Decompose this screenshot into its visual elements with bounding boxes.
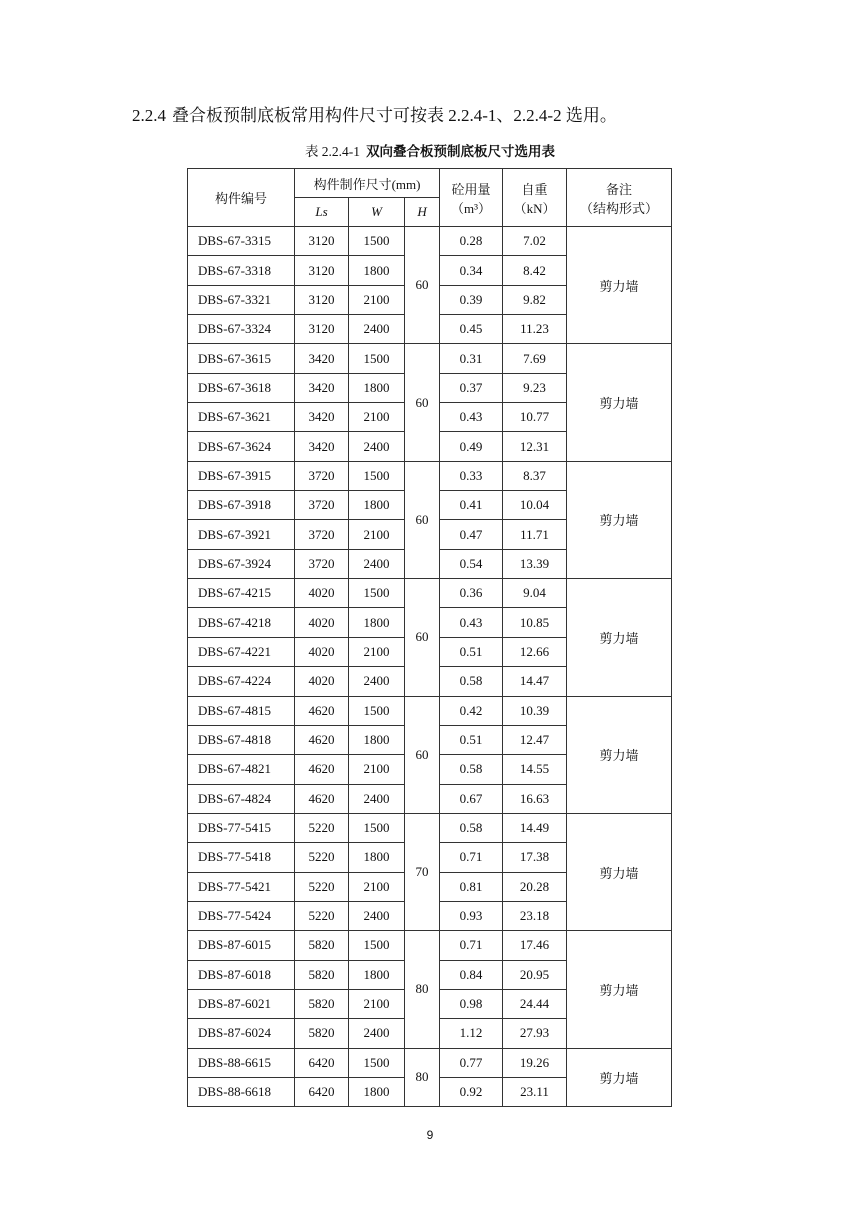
cell-weight: 14.47 bbox=[503, 667, 567, 696]
table-row bbox=[188, 344, 672, 373]
cell-volume: 0.42 bbox=[440, 696, 503, 725]
cell-w: 1500 bbox=[349, 696, 405, 725]
cell-weight: 8.42 bbox=[503, 256, 567, 285]
cell-volume: 0.47 bbox=[440, 520, 503, 549]
table-caption bbox=[0, 140, 860, 160]
cell-volume: 0.49 bbox=[440, 432, 503, 461]
cell-weight: 17.46 bbox=[503, 931, 567, 960]
cell-code: DBS-67-4824 bbox=[188, 784, 295, 813]
header-h: H bbox=[405, 198, 440, 227]
table-body bbox=[188, 227, 672, 1107]
cell-w: 1500 bbox=[349, 931, 405, 960]
cell-w: 1500 bbox=[349, 227, 405, 256]
header-ls: Ls bbox=[295, 198, 349, 227]
cell-code: DBS-87-6015 bbox=[188, 931, 295, 960]
header-size-group: 构件制作尺寸(mm) bbox=[295, 169, 440, 198]
cell-weight: 12.66 bbox=[503, 637, 567, 666]
cell-ls: 3420 bbox=[295, 373, 349, 402]
cell-weight: 20.28 bbox=[503, 872, 567, 901]
header-volume-label: 砼用量 bbox=[451, 182, 491, 198]
cell-code: DBS-67-3921 bbox=[188, 520, 295, 549]
cell-ls: 4020 bbox=[295, 579, 349, 608]
cell-weight: 7.69 bbox=[503, 344, 567, 373]
header-volume bbox=[440, 169, 503, 227]
cell-ls: 3420 bbox=[295, 432, 349, 461]
header-note bbox=[567, 169, 672, 227]
cell-code: DBS-67-3924 bbox=[188, 549, 295, 578]
cell-weight: 14.55 bbox=[503, 755, 567, 784]
cell-volume: 0.33 bbox=[440, 461, 503, 490]
cell-volume: 0.84 bbox=[440, 960, 503, 989]
cell-weight: 20.95 bbox=[503, 960, 567, 989]
cell-h: 60 bbox=[405, 461, 440, 578]
cell-weight: 9.04 bbox=[503, 579, 567, 608]
cell-note: 剪力墙 bbox=[567, 931, 672, 1048]
cell-w: 1800 bbox=[349, 491, 405, 520]
cell-code: DBS-87-6024 bbox=[188, 1019, 295, 1048]
cell-ls: 5820 bbox=[295, 931, 349, 960]
cell-code: DBS-67-3624 bbox=[188, 432, 295, 461]
cell-ls: 4020 bbox=[295, 637, 349, 666]
cell-h: 80 bbox=[405, 1048, 440, 1107]
cell-ls: 3720 bbox=[295, 520, 349, 549]
cell-ls: 3420 bbox=[295, 403, 349, 432]
cell-ls: 4620 bbox=[295, 784, 349, 813]
size-selection-table bbox=[187, 168, 672, 1107]
cell-code: DBS-77-5415 bbox=[188, 813, 295, 842]
cell-weight: 13.39 bbox=[503, 549, 567, 578]
cell-code: DBS-77-5421 bbox=[188, 872, 295, 901]
header-note-sub: （结构形式） bbox=[580, 201, 659, 217]
cell-w: 1800 bbox=[349, 608, 405, 637]
cell-w: 2100 bbox=[349, 403, 405, 432]
cell-volume: 0.43 bbox=[440, 403, 503, 432]
cell-ls: 3120 bbox=[295, 256, 349, 285]
cell-volume: 0.51 bbox=[440, 725, 503, 754]
cell-w: 1800 bbox=[349, 1077, 405, 1106]
cell-volume: 0.37 bbox=[440, 373, 503, 402]
cell-ls: 3420 bbox=[295, 344, 349, 373]
header-volume-unit: （m³） bbox=[451, 200, 492, 216]
cell-weight: 27.93 bbox=[503, 1019, 567, 1048]
cell-w: 1500 bbox=[349, 1048, 405, 1077]
cell-h: 60 bbox=[405, 696, 440, 813]
cell-weight: 19.26 bbox=[503, 1048, 567, 1077]
cell-code: DBS-88-6615 bbox=[188, 1048, 295, 1077]
cell-code: DBS-67-3621 bbox=[188, 403, 295, 432]
cell-ls: 4620 bbox=[295, 696, 349, 725]
cell-volume: 0.58 bbox=[440, 813, 503, 842]
cell-w: 1800 bbox=[349, 725, 405, 754]
cell-w: 2100 bbox=[349, 285, 405, 314]
cell-code: DBS-67-3615 bbox=[188, 344, 295, 373]
cell-weight: 10.39 bbox=[503, 696, 567, 725]
cell-volume: 0.39 bbox=[440, 285, 503, 314]
cell-volume: 0.43 bbox=[440, 608, 503, 637]
cell-code: DBS-67-3324 bbox=[188, 315, 295, 344]
cell-weight: 14.49 bbox=[503, 813, 567, 842]
cell-volume: 0.34 bbox=[440, 256, 503, 285]
cell-ls: 4620 bbox=[295, 755, 349, 784]
cell-volume: 0.31 bbox=[440, 344, 503, 373]
cell-w: 1800 bbox=[349, 843, 405, 872]
cell-weight: 11.23 bbox=[503, 315, 567, 344]
cell-ls: 3720 bbox=[295, 461, 349, 490]
cell-code: DBS-87-6021 bbox=[188, 989, 295, 1018]
cell-code: DBS-67-3318 bbox=[188, 256, 295, 285]
cell-code: DBS-77-5418 bbox=[188, 843, 295, 872]
cell-w: 2100 bbox=[349, 520, 405, 549]
cell-weight: 23.18 bbox=[503, 901, 567, 930]
cell-w: 2400 bbox=[349, 901, 405, 930]
cell-w: 2400 bbox=[349, 1019, 405, 1048]
cell-w: 2400 bbox=[349, 784, 405, 813]
table-row bbox=[188, 579, 672, 608]
cell-weight: 10.04 bbox=[503, 491, 567, 520]
header-note-label: 备注 bbox=[606, 182, 633, 198]
cell-volume: 0.45 bbox=[440, 315, 503, 344]
table-title: 双向叠合板预制底板尺寸选用表 bbox=[366, 144, 556, 160]
section-number: 2.2.4 bbox=[132, 106, 166, 125]
cell-ls: 5220 bbox=[295, 843, 349, 872]
cell-volume: 0.93 bbox=[440, 901, 503, 930]
table-row bbox=[188, 696, 672, 725]
header-weight-label: 自重 bbox=[521, 182, 548, 198]
cell-w: 2100 bbox=[349, 755, 405, 784]
cell-code: DBS-67-4215 bbox=[188, 579, 295, 608]
cell-ls: 3720 bbox=[295, 491, 349, 520]
cell-ls: 5220 bbox=[295, 813, 349, 842]
cell-w: 2100 bbox=[349, 872, 405, 901]
cell-weight: 11.71 bbox=[503, 520, 567, 549]
cell-w: 1500 bbox=[349, 813, 405, 842]
cell-h: 60 bbox=[405, 579, 440, 696]
header-w: W bbox=[349, 198, 405, 227]
cell-code: DBS-88-6618 bbox=[188, 1077, 295, 1106]
cell-code: DBS-77-5424 bbox=[188, 901, 295, 930]
table-row bbox=[188, 813, 672, 842]
cell-weight: 17.38 bbox=[503, 843, 567, 872]
cell-ls: 5820 bbox=[295, 989, 349, 1018]
cell-code: DBS-67-4818 bbox=[188, 725, 295, 754]
cell-w: 1800 bbox=[349, 960, 405, 989]
cell-note: 剪力墙 bbox=[567, 227, 672, 344]
cell-volume: 0.36 bbox=[440, 579, 503, 608]
cell-weight: 9.82 bbox=[503, 285, 567, 314]
cell-weight: 24.44 bbox=[503, 989, 567, 1018]
cell-volume: 0.51 bbox=[440, 637, 503, 666]
cell-volume: 1.12 bbox=[440, 1019, 503, 1048]
table-row bbox=[188, 931, 672, 960]
cell-note: 剪力墙 bbox=[567, 344, 672, 461]
cell-w: 1800 bbox=[349, 256, 405, 285]
cell-ls: 3120 bbox=[295, 227, 349, 256]
cell-volume: 0.28 bbox=[440, 227, 503, 256]
cell-code: DBS-67-4821 bbox=[188, 755, 295, 784]
cell-note: 剪力墙 bbox=[567, 579, 672, 696]
cell-note: 剪力墙 bbox=[567, 1048, 672, 1107]
cell-h: 60 bbox=[405, 227, 440, 344]
section-heading bbox=[132, 101, 617, 126]
cell-volume: 0.92 bbox=[440, 1077, 503, 1106]
cell-w: 2100 bbox=[349, 989, 405, 1018]
table-row bbox=[188, 461, 672, 490]
header-weight bbox=[503, 169, 567, 227]
cell-volume: 0.98 bbox=[440, 989, 503, 1018]
cell-ls: 6420 bbox=[295, 1048, 349, 1077]
cell-weight: 7.02 bbox=[503, 227, 567, 256]
table-number: 表 2.2.4-1 bbox=[304, 144, 361, 159]
cell-ls: 5820 bbox=[295, 1019, 349, 1048]
cell-code: DBS-87-6018 bbox=[188, 960, 295, 989]
cell-w: 2400 bbox=[349, 315, 405, 344]
cell-weight: 16.63 bbox=[503, 784, 567, 813]
cell-volume: 0.58 bbox=[440, 755, 503, 784]
cell-ls: 3120 bbox=[295, 285, 349, 314]
cell-weight: 10.85 bbox=[503, 608, 567, 637]
cell-weight: 8.37 bbox=[503, 461, 567, 490]
cell-code: DBS-67-3315 bbox=[188, 227, 295, 256]
cell-code: DBS-67-3321 bbox=[188, 285, 295, 314]
cell-volume: 0.71 bbox=[440, 843, 503, 872]
cell-ls: 3120 bbox=[295, 315, 349, 344]
cell-ls: 5820 bbox=[295, 960, 349, 989]
table-row bbox=[188, 1048, 672, 1077]
cell-ls: 4020 bbox=[295, 608, 349, 637]
cell-code: DBS-67-3618 bbox=[188, 373, 295, 402]
cell-weight: 12.47 bbox=[503, 725, 567, 754]
cell-w: 2400 bbox=[349, 432, 405, 461]
cell-weight: 9.23 bbox=[503, 373, 567, 402]
cell-w: 2400 bbox=[349, 549, 405, 578]
cell-weight: 23.11 bbox=[503, 1077, 567, 1106]
cell-code: DBS-67-4218 bbox=[188, 608, 295, 637]
cell-code: DBS-67-3918 bbox=[188, 491, 295, 520]
cell-w: 1500 bbox=[349, 579, 405, 608]
cell-note: 剪力墙 bbox=[567, 813, 672, 930]
cell-h: 70 bbox=[405, 813, 440, 930]
cell-weight: 12.31 bbox=[503, 432, 567, 461]
header-code: 构件编号 bbox=[188, 169, 295, 227]
cell-volume: 0.54 bbox=[440, 549, 503, 578]
cell-volume: 0.67 bbox=[440, 784, 503, 813]
section-heading-text: 叠合板预制底板常用构件尺寸可按表 2.2.4-1、2.2.4-2 选用。 bbox=[172, 106, 617, 125]
table-row bbox=[188, 227, 672, 256]
cell-ls: 5220 bbox=[295, 872, 349, 901]
cell-w: 1500 bbox=[349, 344, 405, 373]
cell-code: DBS-67-3915 bbox=[188, 461, 295, 490]
page-number: 9 bbox=[426, 1128, 434, 1142]
header-weight-unit: （kN） bbox=[513, 200, 556, 216]
cell-w: 1500 bbox=[349, 461, 405, 490]
cell-ls: 3720 bbox=[295, 549, 349, 578]
cell-code: DBS-67-4221 bbox=[188, 637, 295, 666]
cell-w: 1800 bbox=[349, 373, 405, 402]
cell-ls: 6420 bbox=[295, 1077, 349, 1106]
cell-ls: 4620 bbox=[295, 725, 349, 754]
cell-volume: 0.41 bbox=[440, 491, 503, 520]
cell-volume: 0.71 bbox=[440, 931, 503, 960]
cell-w: 2100 bbox=[349, 637, 405, 666]
cell-volume: 0.77 bbox=[440, 1048, 503, 1077]
cell-h: 60 bbox=[405, 344, 440, 461]
cell-weight: 10.77 bbox=[503, 403, 567, 432]
cell-ls: 5220 bbox=[295, 901, 349, 930]
cell-ls: 4020 bbox=[295, 667, 349, 696]
cell-note: 剪力墙 bbox=[567, 461, 672, 578]
cell-w: 2400 bbox=[349, 667, 405, 696]
cell-note: 剪力墙 bbox=[567, 696, 672, 813]
cell-volume: 0.58 bbox=[440, 667, 503, 696]
cell-code: DBS-67-4224 bbox=[188, 667, 295, 696]
cell-volume: 0.81 bbox=[440, 872, 503, 901]
cell-h: 80 bbox=[405, 931, 440, 1048]
cell-code: DBS-67-4815 bbox=[188, 696, 295, 725]
